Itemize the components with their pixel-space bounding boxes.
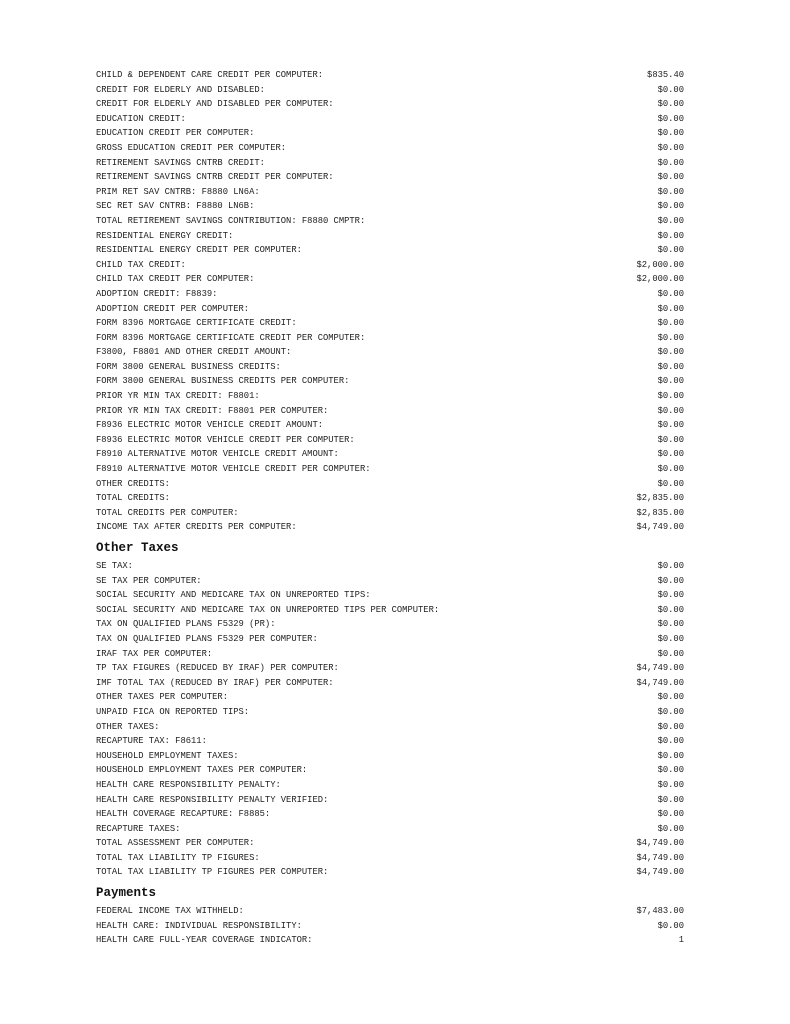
line-item-value: $4,749.00: [636, 677, 684, 688]
line-item-label: EDUCATION CREDIT PER COMPUTER:: [96, 128, 255, 139]
line-item-label: CHILD TAX CREDIT PER COMPUTER:: [96, 274, 255, 285]
line-item-row: [96, 690, 684, 705]
line-item-label: TAX ON QUALIFIED PLANS F5329 PER COMPUTER:: [96, 633, 318, 644]
line-item-value: $4,749.00: [636, 522, 684, 533]
line-item-label: PRIM RET SAV CNTRB: F8880 LN6A:: [96, 186, 260, 197]
line-item-row: [96, 807, 684, 822]
line-item-row: [96, 112, 684, 127]
line-item-label: CREDIT FOR ELDERLY AND DISABLED:: [96, 84, 265, 95]
line-item-value: $4,749.00: [636, 838, 684, 849]
line-item-label: FORM 3800 GENERAL BUSINESS CREDITS:: [96, 361, 281, 372]
line-item-label: CHILD & DEPENDENT CARE CREDIT PER COMPUTER:: [96, 70, 323, 80]
line-item-row: [96, 433, 684, 448]
line-item-row: [96, 462, 684, 477]
line-item-row: [96, 720, 684, 735]
line-item-label: HOUSEHOLD EMPLOYMENT TAXES PER COMPUTER:: [96, 765, 308, 776]
line-item-value: $2,835.00: [636, 507, 684, 518]
line-item-value: $0.00: [657, 361, 684, 372]
line-item-label: OTHER CREDITS:: [96, 478, 170, 489]
line-item-label: F8910 ALTERNATIVE MOTOR VEHICLE CREDIT PER COMPUTER:: [96, 464, 371, 475]
line-item-row: [96, 156, 684, 171]
section-heading: Other Taxes: [96, 541, 179, 555]
line-item-row: [96, 185, 684, 200]
line-item-row: [96, 229, 684, 244]
line-item-row: [96, 243, 684, 258]
line-item-row: [96, 763, 684, 778]
line-item-value: $0.00: [657, 84, 684, 95]
line-item-row: [96, 749, 684, 764]
line-item-row: [96, 97, 684, 112]
line-item-row: [96, 919, 684, 934]
line-item-row: [96, 836, 684, 851]
line-item-label: TOTAL ASSESSMENT PER COMPUTER:: [96, 838, 255, 849]
line-item-row: [96, 404, 684, 419]
line-item-row: [96, 588, 684, 603]
line-item-label: FORM 8396 MORTGAGE CERTIFICATE CREDIT:: [96, 318, 297, 329]
line-item-label: HOUSEHOLD EMPLOYMENT TAXES:: [96, 750, 239, 761]
line-item-value: $0.00: [657, 619, 684, 630]
line-item-row: [96, 199, 684, 214]
line-item-value: $0.00: [657, 347, 684, 358]
line-item-value: $0.00: [657, 794, 684, 805]
line-item-value: $0.00: [657, 809, 684, 820]
line-item-label: UNPAID FICA ON REPORTED TIPS:: [96, 706, 250, 717]
line-item-row: [96, 617, 684, 632]
line-item-value: $0.00: [657, 434, 684, 445]
line-item-row: [96, 302, 684, 317]
line-item-row: [96, 603, 684, 618]
line-item-value: $0.00: [657, 765, 684, 776]
line-item-row: [96, 258, 684, 273]
line-item-row: [96, 793, 684, 808]
line-item-value: $0.00: [657, 245, 684, 256]
line-item-row: [96, 520, 684, 535]
line-item-row: [96, 491, 684, 506]
line-item-row: [96, 705, 684, 720]
line-item-value: $4,749.00: [636, 663, 684, 674]
line-item-row: [96, 345, 684, 360]
line-item-row: [96, 778, 684, 793]
line-item-label: INCOME TAX AFTER CREDITS PER COMPUTER:: [96, 522, 297, 533]
line-item-label: CHILD TAX CREDIT:: [96, 259, 186, 270]
line-item-label: TOTAL RETIREMENT SAVINGS CONTRIBUTION: F8880 CMPTR:: [96, 215, 366, 226]
line-item-value: $0.00: [657, 332, 684, 343]
line-item-row: [96, 447, 684, 462]
line-item-label: OTHER TAXES PER COMPUTER:: [96, 692, 228, 703]
line-item-label: SE TAX:: [96, 561, 133, 571]
line-item-value: $0.00: [657, 478, 684, 489]
line-item-label: RECAPTURE TAX: F8611:: [96, 736, 207, 747]
line-item-row: [96, 574, 684, 589]
line-item-value: $0.00: [657, 604, 684, 615]
line-item-value: $0.00: [657, 706, 684, 717]
line-item-row: [96, 933, 684, 948]
line-item-row: [96, 331, 684, 346]
line-item-row: [96, 170, 684, 185]
line-item-label: FEDERAL INCOME TAX WITHHELD:: [96, 906, 244, 917]
line-item-value: $0.00: [657, 318, 684, 329]
line-item-value: $0.00: [657, 157, 684, 168]
line-item-value: $0.00: [657, 561, 684, 571]
line-item-label: F8936 ELECTRIC MOTOR VEHICLE CREDIT AMOUNT:: [96, 420, 323, 431]
line-item-value: $0.00: [657, 391, 684, 402]
line-item-row: [96, 214, 684, 229]
line-item-row: [96, 316, 684, 331]
line-item-value: $4,749.00: [636, 852, 684, 863]
line-item-label: TOTAL CREDITS PER COMPUTER:: [96, 507, 239, 518]
line-item-value: $0.00: [657, 288, 684, 299]
line-item-value: $0.00: [657, 692, 684, 703]
line-item-value: $0.00: [657, 113, 684, 124]
line-item-row: [96, 360, 684, 375]
line-item-value: $0.00: [657, 575, 684, 586]
line-item-label: RETIREMENT SAVINGS CNTRB CREDIT PER COMPUTER:: [96, 172, 334, 183]
line-item-value: 1: [678, 935, 684, 946]
line-item-label: RETIREMENT SAVINGS CNTRB CREDIT:: [96, 157, 265, 168]
line-item-value: $0.00: [657, 230, 684, 241]
line-item-row: [96, 477, 684, 492]
line-item-row: [96, 865, 684, 880]
line-item-value: $0.00: [657, 464, 684, 475]
line-item-row: [96, 632, 684, 647]
line-item-row: [96, 822, 684, 837]
line-item-value: $0.00: [657, 920, 684, 931]
line-item-label: TOTAL CREDITS:: [96, 493, 170, 504]
line-item-value: $0.00: [657, 99, 684, 110]
other-taxes-section: [96, 540, 684, 880]
line-item-value: $0.00: [657, 750, 684, 761]
line-item-value: $4,749.00: [636, 867, 684, 878]
line-item-label: F8936 ELECTRIC MOTOR VEHICLE CREDIT PER COMPUTER:: [96, 434, 355, 445]
tax-transcript-page: [96, 68, 684, 948]
line-item-value: $0.00: [657, 779, 684, 790]
line-item-label: TOTAL TAX LIABILITY TP FIGURES PER COMPUTER:: [96, 867, 329, 878]
line-item-label: F8910 ALTERNATIVE MOTOR VEHICLE CREDIT AMOUNT:: [96, 449, 339, 460]
line-item-value: $0.00: [657, 201, 684, 212]
line-item-value: $7,483.00: [636, 906, 684, 917]
line-item-row: [96, 68, 684, 83]
line-item-value: $2,835.00: [636, 493, 684, 504]
line-item-value: $0.00: [657, 376, 684, 387]
line-item-value: $0.00: [657, 405, 684, 416]
line-item-label: HEALTH CARE RESPONSIBILITY PENALTY VERIFIED:: [96, 794, 329, 805]
line-item-label: OTHER TAXES:: [96, 721, 160, 732]
line-item-label: RESIDENTIAL ENERGY CREDIT PER COMPUTER:: [96, 245, 302, 256]
line-item-value: $2,000.00: [636, 274, 684, 285]
line-item-label: GROSS EDUCATION CREDIT PER COMPUTER:: [96, 142, 287, 153]
line-item-label: SEC RET SAV CNTRB: F8880 LN6B:: [96, 201, 255, 212]
line-item-value: $0.00: [657, 449, 684, 460]
line-item-row: [96, 734, 684, 749]
line-item-label: FORM 8396 MORTGAGE CERTIFICATE CREDIT PER COMPUTER:: [96, 332, 366, 343]
line-item-value: $0.00: [657, 633, 684, 644]
line-item-label: IRAF TAX PER COMPUTER:: [96, 648, 213, 659]
line-item-label: F3800, F8801 AND OTHER CREDIT AMOUNT:: [96, 347, 292, 358]
line-item-value: $0.00: [657, 172, 684, 183]
line-item-value: $0.00: [657, 721, 684, 732]
line-item-label: TOTAL TAX LIABILITY TP FIGURES:: [96, 852, 260, 863]
line-item-label: ADOPTION CREDIT: F8839:: [96, 288, 218, 299]
line-item-label: SOCIAL SECURITY AND MEDICARE TAX ON UNREPORTED TIPS PER COMPUTER:: [96, 604, 440, 615]
line-item-label: SE TAX PER COMPUTER:: [96, 575, 202, 586]
line-item-label: HEALTH CARE RESPONSIBILITY PENALTY:: [96, 779, 281, 790]
line-item-row: [96, 141, 684, 156]
line-item-label: HEALTH CARE FULL-YEAR COVERAGE INDICATOR:: [96, 935, 313, 946]
line-item-row: [96, 904, 684, 919]
line-item-label: CREDIT FOR ELDERLY AND DISABLED PER COMPUTER:: [96, 99, 334, 110]
line-item-label: IMF TOTAL TAX (REDUCED BY IRAF) PER COMPUTER:: [96, 677, 334, 688]
line-item-label: RESIDENTIAL ENERGY CREDIT:: [96, 230, 234, 241]
line-item-value: $0.00: [657, 142, 684, 153]
line-item-value: $0.00: [657, 215, 684, 226]
line-item-row: [96, 272, 684, 287]
line-item-label: RECAPTURE TAXES:: [96, 823, 181, 834]
line-item-row: [96, 851, 684, 866]
line-item-label: HEALTH COVERAGE RECAPTURE: F8885:: [96, 809, 271, 820]
line-item-label: FORM 3800 GENERAL BUSINESS CREDITS PER COMPUTER:: [96, 376, 350, 387]
line-item-label: PRIOR YR MIN TAX CREDIT: F8801 PER COMPUTER:: [96, 405, 329, 416]
line-item-value: $2,000.00: [636, 259, 684, 270]
section-heading: Payments: [96, 886, 157, 901]
line-item-label: TAX ON QUALIFIED PLANS F5329 (PR):: [96, 619, 276, 630]
line-item-row: [96, 661, 684, 676]
line-item-value: $0.00: [657, 420, 684, 431]
line-item-row: [96, 647, 684, 662]
line-item-row: [96, 559, 684, 574]
line-item-label: EDUCATION CREDIT:: [96, 113, 186, 124]
credits-section: [96, 68, 684, 535]
line-item-row: [96, 83, 684, 98]
line-item-value: $835.40: [647, 70, 684, 80]
line-item-row: [96, 374, 684, 389]
line-item-label: ADOPTION CREDIT PER COMPUTER:: [96, 303, 250, 314]
line-item-label: SOCIAL SECURITY AND MEDICARE TAX ON UNREPORTED TIPS:: [96, 590, 371, 601]
line-item-value: $0.00: [657, 736, 684, 747]
line-item-row: [96, 506, 684, 521]
line-item-row: [96, 287, 684, 302]
line-item-label: HEALTH CARE: INDIVIDUAL RESPONSIBILITY:: [96, 920, 302, 931]
line-item-value: $0.00: [657, 128, 684, 139]
line-item-label: TP TAX FIGURES (REDUCED BY IRAF) PER COMPUTER:: [96, 663, 339, 674]
line-item-value: $0.00: [657, 590, 684, 601]
line-item-value: $0.00: [657, 823, 684, 834]
payments-section: [96, 885, 684, 948]
line-item-value: $0.00: [657, 648, 684, 659]
line-item-row: [96, 676, 684, 691]
line-item-value: $0.00: [657, 303, 684, 314]
line-item-row: [96, 389, 684, 404]
line-item-row: [96, 126, 684, 141]
line-item-value: $0.00: [657, 186, 684, 197]
line-item-label: PRIOR YR MIN TAX CREDIT: F8801:: [96, 391, 260, 402]
line-item-row: [96, 418, 684, 433]
